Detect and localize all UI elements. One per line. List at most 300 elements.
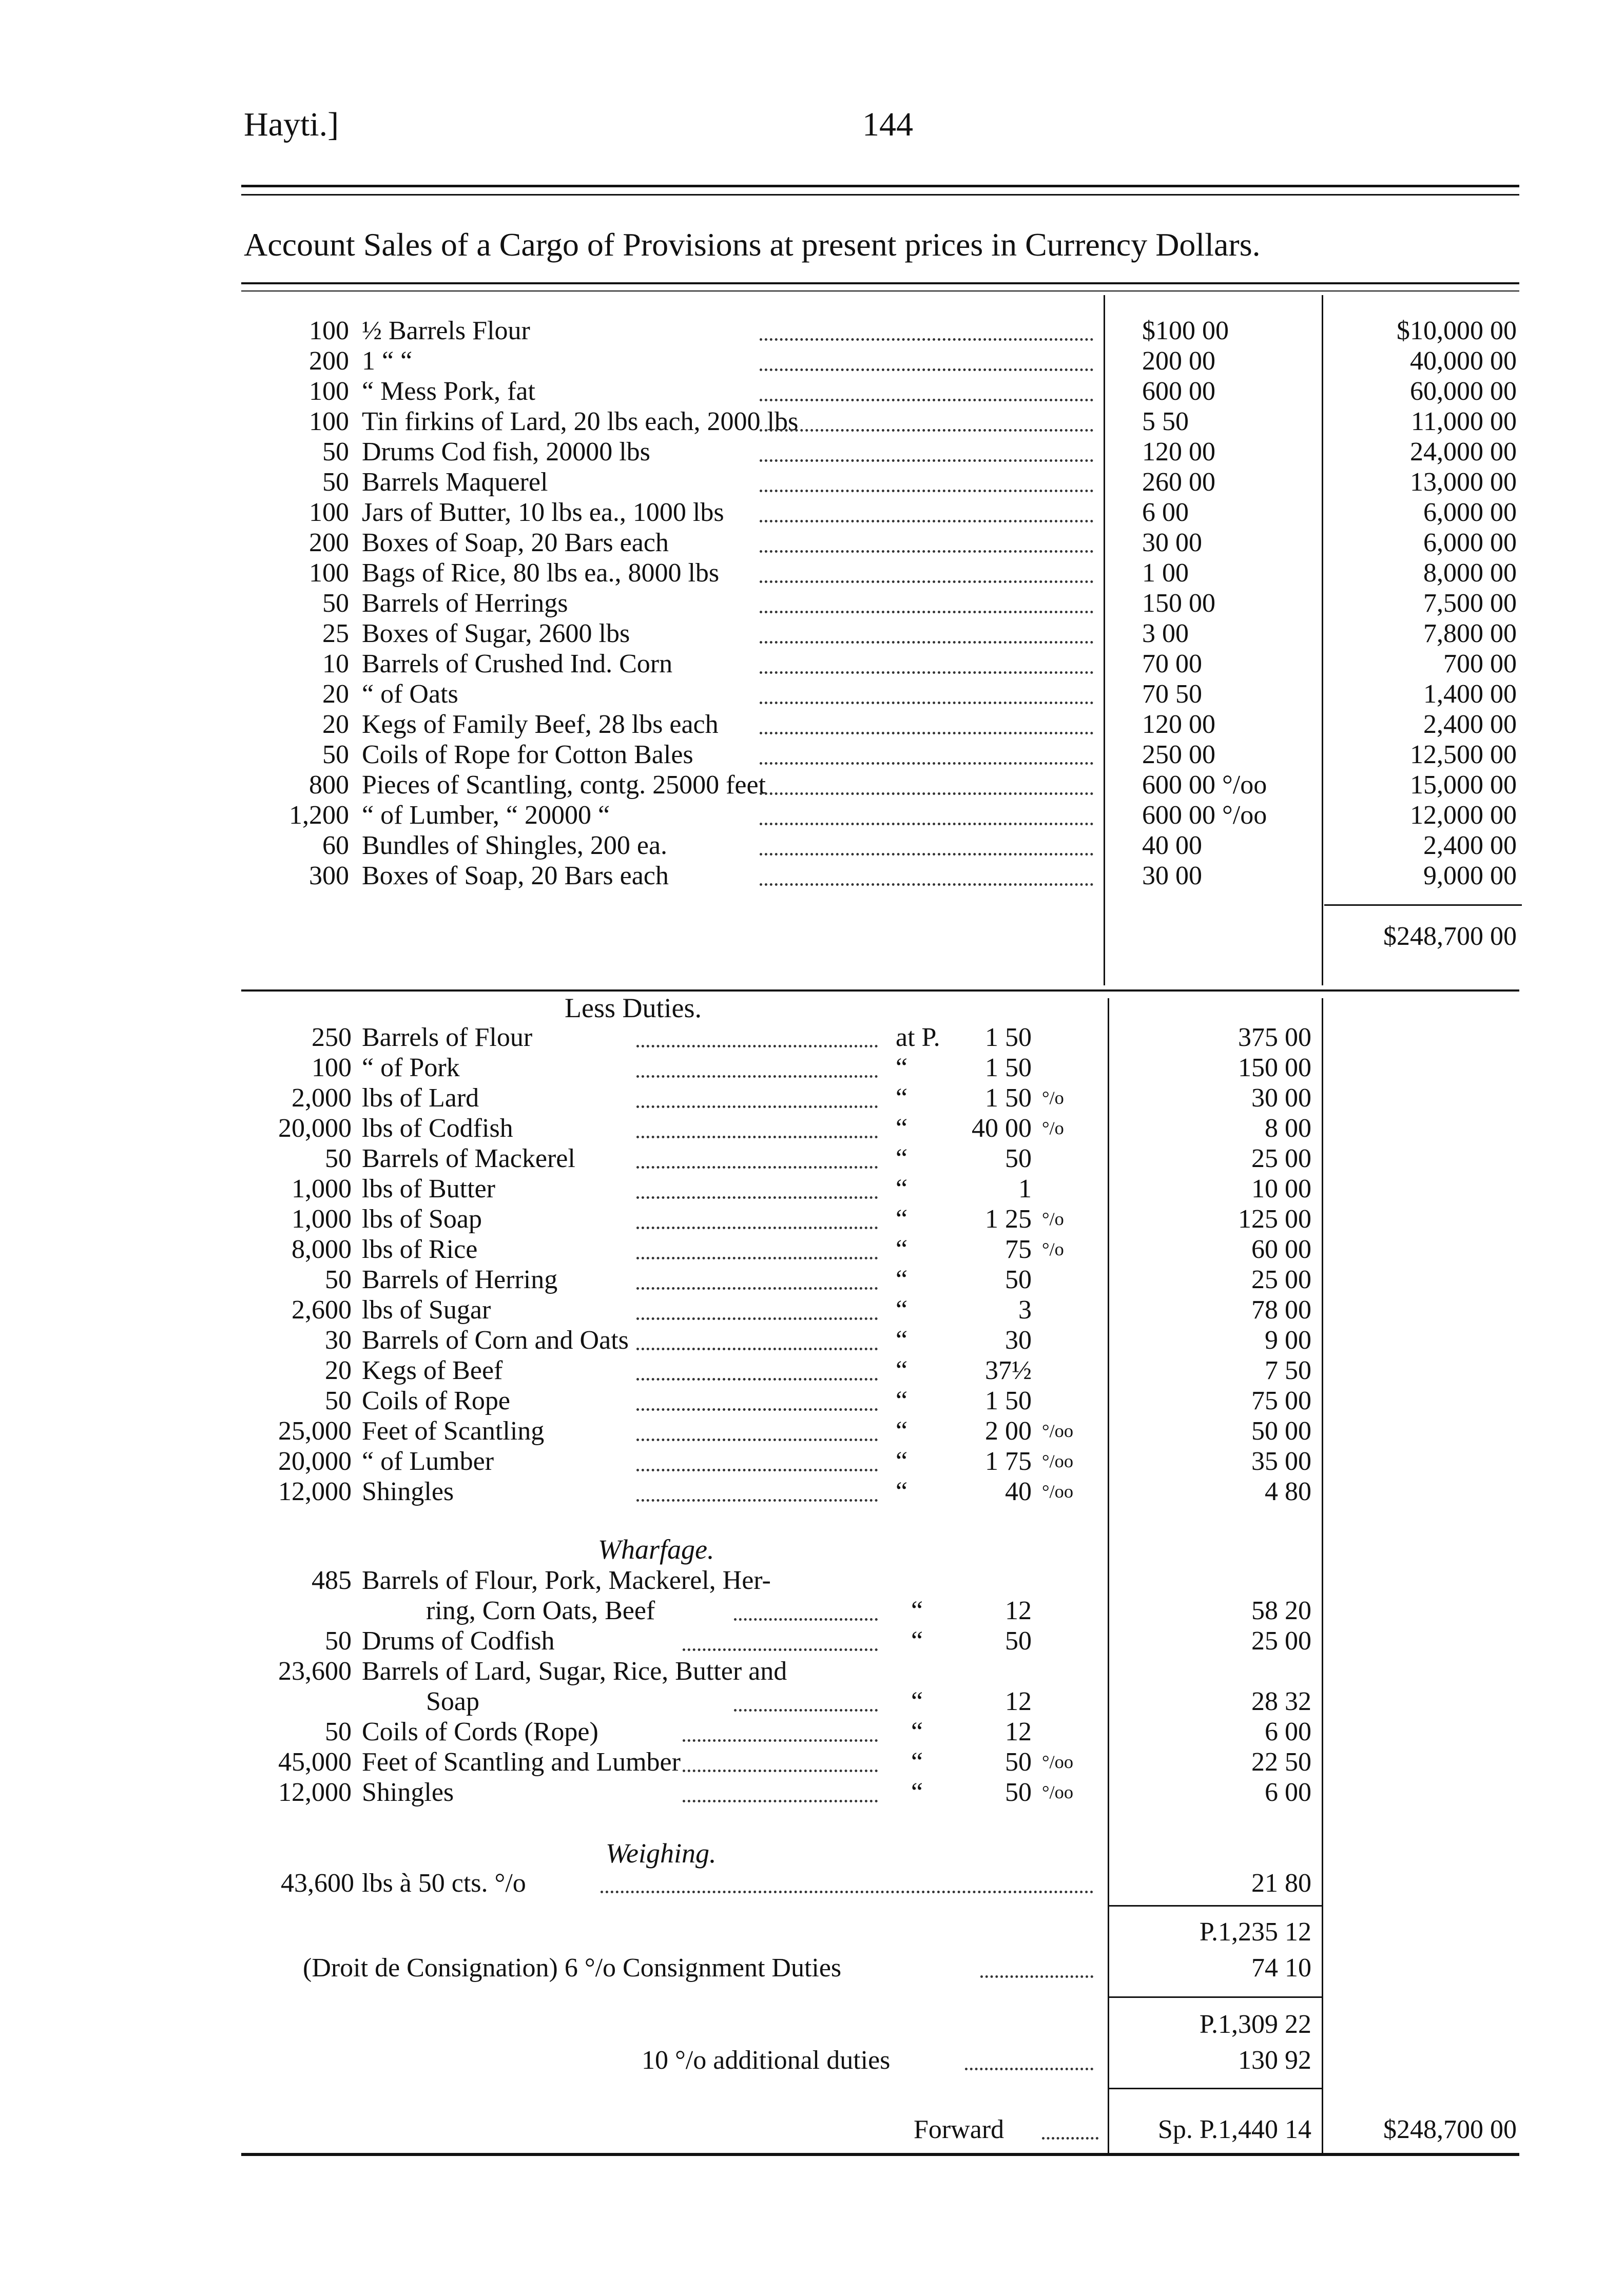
- sales-total-value: 700 00: [1443, 649, 1517, 678]
- duty-row: [0, 1355, 1624, 1386]
- forward-label: Forward: [914, 2115, 1004, 2144]
- leader-dots: [760, 611, 1093, 613]
- wharfage-rate: 50: [1005, 1778, 1032, 1807]
- duty-row: [0, 1234, 1624, 1265]
- sales-price: 40 00: [1142, 831, 1202, 860]
- duty-rate-prefix: “: [896, 1114, 908, 1143]
- duty-amount: 7 50: [1265, 1356, 1311, 1385]
- sales-row: [0, 467, 1624, 497]
- sales-price: 3 00: [1142, 619, 1189, 648]
- leader-dots: [636, 1196, 878, 1199]
- leader-dots: [760, 459, 1093, 462]
- title-rule-1: [241, 282, 1519, 284]
- duty-amount: 30 00: [1251, 1083, 1311, 1113]
- wharfage-row: [0, 1717, 1624, 1747]
- leader-dots: [760, 368, 1093, 371]
- sales-desc: Barrels of Crushed Ind. Corn: [362, 649, 673, 678]
- sales-row: [0, 588, 1624, 618]
- sales-desc: Boxes of Soap, 20 Bars each: [362, 861, 669, 890]
- duty-desc: lbs of Lard: [362, 1083, 479, 1113]
- duty-amount: 35 00: [1251, 1447, 1311, 1476]
- sales-qty: 100: [309, 316, 349, 345]
- sales-total-value: 40,000 00: [1410, 346, 1517, 376]
- duty-rate-prefix: “: [896, 1174, 908, 1203]
- sales-row: [0, 406, 1624, 437]
- duty-desc: lbs of Codfish: [362, 1114, 513, 1143]
- sales-row: [0, 861, 1624, 891]
- duty-qty: 12,000: [278, 1477, 352, 1506]
- duty-rate-prefix: “: [896, 1416, 908, 1446]
- duty-rate: 3: [1018, 1295, 1032, 1325]
- sales-price: 5 50: [1142, 407, 1189, 436]
- duty-pct: °/oo: [1042, 1421, 1074, 1441]
- duty-amount: 25 00: [1251, 1144, 1311, 1173]
- duty-row: [0, 1295, 1624, 1325]
- sales-qty: 100: [309, 377, 349, 406]
- duty-row: [0, 1174, 1624, 1204]
- wharfage-amount: 58 20: [1251, 1596, 1311, 1625]
- duty-desc: Coils of Rope: [362, 1386, 510, 1415]
- leader-dots: [734, 1709, 878, 1712]
- sales-price: 70 00: [1142, 649, 1202, 678]
- sales-desc: Tin firkins of Lard, 20 lbs each, 2000 lbs: [362, 407, 799, 436]
- duty-amount: 8 00: [1265, 1114, 1311, 1143]
- sales-row: [0, 830, 1624, 861]
- duty-rate-prefix: “: [896, 1356, 908, 1385]
- duty-qty: 250: [312, 1023, 352, 1052]
- duty-rate: 1 50: [985, 1053, 1032, 1082]
- leader-dots: [601, 1891, 1093, 1893]
- duty-amount: 25 00: [1251, 1265, 1311, 1294]
- wharfage-desc: Feet of Scantling and Lumber: [362, 1747, 681, 1777]
- sales-row: [0, 437, 1624, 467]
- leader-dots: [760, 823, 1093, 825]
- sales-total-value: 8,000 00: [1423, 558, 1517, 588]
- sales-price: 120 00: [1142, 437, 1215, 467]
- sales-row: [0, 316, 1624, 346]
- leader-dots: [636, 1317, 878, 1320]
- sales-row: [0, 800, 1624, 830]
- wharfage-rate: 50: [1005, 1626, 1032, 1656]
- sales-desc: Coils of Rope for Cotton Bales: [362, 740, 693, 769]
- sales-qty: 100: [309, 407, 349, 436]
- duty-qty: 30: [325, 1326, 352, 1355]
- additional-amount: 130 92: [1238, 2046, 1311, 2075]
- duty-desc: Barrels of Mackerel: [362, 1144, 575, 1173]
- duty-desc: Barrels of Corn and Oats: [362, 1326, 629, 1355]
- sales-desc: Barrels Maquerel: [362, 468, 548, 497]
- duty-rate: 1 50: [985, 1386, 1032, 1415]
- wharfage-amount: 28 32: [1251, 1687, 1311, 1716]
- forward-row: [0, 2114, 1624, 2145]
- duty-rate-prefix: “: [896, 1144, 908, 1173]
- duty-desc: lbs of Rice: [362, 1235, 478, 1264]
- sales-total-value: 1,400 00: [1423, 679, 1517, 709]
- leader-dots: [760, 550, 1093, 553]
- top-rule-1: [241, 185, 1519, 187]
- wharfage-rate-prefix: “: [911, 1596, 923, 1625]
- forward-amount: Sp. P.1,440 14: [1157, 2115, 1311, 2144]
- duty-pct: °/o: [1042, 1087, 1064, 1108]
- wharfage-desc-cont: ring, Corn Oats, Beef: [426, 1596, 655, 1625]
- subtotal1-rule: [1108, 1905, 1322, 1907]
- consignment-amount: 74 10: [1251, 1953, 1311, 1983]
- wharfage-qty: 12,000: [278, 1778, 352, 1807]
- duties-heading: [565, 992, 702, 1024]
- sales-price: 600 00 °/oo: [1142, 770, 1267, 800]
- sales-desc: Jars of Butter, 10 lbs ea., 1000 lbs: [362, 498, 724, 527]
- duty-amount: 75 00: [1251, 1386, 1311, 1415]
- sales-total-value: 6,000 00: [1423, 528, 1517, 557]
- duty-amount: 125 00: [1238, 1205, 1311, 1234]
- duty-row: [0, 1477, 1624, 1507]
- leader-dots: [1042, 2137, 1098, 2140]
- wharfage-desc: Shingles: [362, 1778, 454, 1807]
- duty-rate: 50: [1005, 1265, 1032, 1294]
- duty-amount: 375 00: [1238, 1023, 1311, 1052]
- leader-dots: [760, 671, 1093, 674]
- leader-dots: [636, 1499, 878, 1502]
- sales-total-value: $10,000 00: [1397, 316, 1517, 345]
- sales-row: [0, 740, 1624, 770]
- leader-dots: [760, 853, 1093, 856]
- wharfage-rate: 12: [1005, 1687, 1032, 1716]
- duty-desc: lbs of Butter: [362, 1174, 495, 1203]
- wharfage-desc: Drums of Codfish: [362, 1626, 555, 1656]
- weighing-qty: 43,600: [281, 1869, 354, 1898]
- duty-row: [0, 1053, 1624, 1083]
- running-head: Hayti.]: [244, 106, 339, 143]
- wharfage-rate-prefix: “: [911, 1717, 923, 1746]
- duty-row: [0, 1113, 1624, 1143]
- duty-rate: 50: [1005, 1144, 1032, 1173]
- wharfage-row: [0, 1656, 1624, 1686]
- sales-total-value: 2,400 00: [1423, 710, 1517, 739]
- duty-qty: 20,000: [278, 1447, 352, 1476]
- duty-pct: °/o: [1042, 1239, 1064, 1259]
- duty-row: [0, 1083, 1624, 1113]
- leader-dots: [760, 520, 1093, 522]
- duty-desc: Barrels of Flour: [362, 1023, 533, 1052]
- leader-dots: [683, 1648, 878, 1651]
- sales-row: [0, 497, 1624, 528]
- wharfage-desc-cont: Soap: [426, 1687, 479, 1716]
- sales-qty: 100: [309, 558, 349, 588]
- sales-qty: 50: [322, 468, 349, 497]
- duty-rate-prefix: “: [896, 1053, 908, 1082]
- leader-dots: [636, 1408, 878, 1411]
- page-title: Account Sales of a Cargo of Provisions at present prices in Currency Dollars.: [244, 226, 1261, 263]
- sales-qty: 1,200: [289, 801, 349, 830]
- leader-dots: [734, 1618, 878, 1621]
- additional-row: [0, 2045, 1624, 2075]
- sales-qty: 200: [309, 346, 349, 376]
- wharfage-rate-prefix: “: [911, 1778, 923, 1807]
- duty-qty: 8,000: [292, 1235, 352, 1264]
- duty-rate: 75: [1005, 1235, 1032, 1264]
- sales-total-value: 12,500 00: [1410, 740, 1517, 769]
- duty-rate: 1: [1018, 1174, 1032, 1203]
- wharfage-qty: 50: [325, 1626, 352, 1656]
- duty-qty: 50: [325, 1386, 352, 1415]
- wharfage-desc: Coils of Cords (Rope): [362, 1717, 598, 1746]
- duty-rate: 30: [1005, 1326, 1032, 1355]
- forward-total: $248,700 00: [1383, 2115, 1517, 2144]
- sales-total-value: 12,000 00: [1410, 801, 1517, 830]
- subtotal2: P.1,309 22: [1199, 2010, 1311, 2039]
- weighing-amount: 21 80: [1251, 1869, 1311, 1898]
- wharfage-qty: 50: [325, 1717, 352, 1746]
- sales-desc: “ of Oats: [362, 679, 458, 709]
- duty-rate-prefix: “: [896, 1205, 908, 1234]
- wharfage-rate: 12: [1005, 1596, 1032, 1625]
- duty-qty: 2,600: [292, 1295, 352, 1325]
- leader-dots: [636, 1348, 878, 1350]
- duty-qty: 25,000: [278, 1416, 352, 1446]
- duty-rate: 40 00: [972, 1114, 1032, 1143]
- duty-rate: 1 25: [985, 1205, 1032, 1234]
- sales-total: $248,700 00: [1383, 922, 1517, 951]
- wharfage-amount: 6 00: [1265, 1717, 1311, 1746]
- leader-dots: [760, 641, 1093, 644]
- leader-dots: [636, 1227, 878, 1229]
- sales-qty: 25: [322, 619, 349, 648]
- wharfage-desc: Barrels of Lard, Sugar, Rice, Butter and: [362, 1657, 787, 1686]
- top-rule-2: [241, 194, 1519, 196]
- sales-price: 1 00: [1142, 558, 1189, 588]
- sales-row: [0, 558, 1624, 588]
- wharfage-qty: 23,600: [278, 1657, 352, 1686]
- sales-row: [0, 770, 1624, 800]
- wharfage-pct: °/oo: [1042, 1752, 1074, 1772]
- duty-rate: 1 50: [985, 1023, 1032, 1052]
- sales-price: 150 00: [1142, 589, 1215, 618]
- duty-amount: 10 00: [1251, 1174, 1311, 1203]
- leader-dots: [636, 1045, 878, 1047]
- leader-dots: [636, 1439, 878, 1441]
- sales-desc: Boxes of Soap, 20 Bars each: [362, 528, 669, 557]
- sales-qty: 800: [309, 770, 349, 800]
- sales-desc: “ of Lumber, “ 20000 “: [362, 801, 610, 830]
- sales-row: [0, 649, 1624, 679]
- consignment-label: (Droit de Consignation) 6 °/o Consignment Duties: [303, 1953, 842, 1983]
- sales-qty: 50: [322, 437, 349, 467]
- leader-dots: [636, 1075, 878, 1078]
- wharfage-rate-prefix: “: [911, 1626, 923, 1656]
- wharfage-row: [0, 1747, 1624, 1777]
- leader-dots: [760, 580, 1093, 583]
- page-number: 144: [862, 106, 913, 143]
- bottom-rule: [241, 2153, 1519, 2156]
- duty-desc: lbs of Soap: [362, 1205, 482, 1234]
- sales-desc: Barrels of Herrings: [362, 589, 568, 618]
- wharfage-row-cont: [0, 1596, 1624, 1626]
- leader-dots: [636, 1378, 878, 1381]
- wharfage-row: [0, 1777, 1624, 1808]
- leader-dots: [760, 883, 1093, 886]
- duty-desc: “ of Lumber: [362, 1447, 494, 1476]
- sales-total-value: 60,000 00: [1410, 377, 1517, 406]
- sales-desc: Bundles of Shingles, 200 ea.: [362, 831, 668, 860]
- duty-row: [0, 1265, 1624, 1295]
- sales-desc: Kegs of Family Beef, 28 lbs each: [362, 710, 719, 739]
- duty-rate-prefix: “: [896, 1265, 908, 1294]
- duty-rate: 37½: [985, 1356, 1032, 1385]
- wharfage-rate-prefix: “: [911, 1747, 923, 1777]
- sales-desc: Drums Cod fish, 20000 lbs: [362, 437, 650, 467]
- duty-desc: Kegs of Beef: [362, 1356, 503, 1385]
- sales-desc: 1 “ “: [362, 346, 413, 376]
- sales-total-value: 2,400 00: [1423, 831, 1517, 860]
- weighing-heading: Weighing.: [606, 1838, 717, 1869]
- wharfage-rate-prefix: “: [911, 1687, 923, 1716]
- leader-dots: [636, 1166, 878, 1169]
- sales-price: 200 00: [1142, 346, 1215, 376]
- sales-row: [0, 376, 1624, 406]
- wharfage-qty: 485: [312, 1566, 352, 1595]
- wharfage-row: [0, 1565, 1624, 1596]
- sales-total-value: 9,000 00: [1423, 861, 1517, 890]
- sales-total-rule: [1324, 904, 1522, 906]
- sales-total-value: 24,000 00: [1410, 437, 1517, 467]
- sales-desc: “ Mess Pork, fat: [362, 377, 535, 406]
- sales-price: 70 50: [1142, 679, 1202, 709]
- leader-dots: [636, 1469, 878, 1471]
- duty-rate-prefix: “: [896, 1386, 908, 1415]
- leader-dots: [760, 399, 1093, 401]
- duty-desc: Barrels of Herring: [362, 1265, 558, 1294]
- duties-heading-text: Less Duties.: [565, 993, 702, 1023]
- duty-pct: °/o: [1042, 1118, 1064, 1138]
- sales-total-value: 11,000 00: [1410, 407, 1517, 436]
- sales-desc: ½ Barrels Flour: [362, 316, 530, 345]
- sales-qty: 200: [309, 528, 349, 557]
- forward-rule: [1108, 2088, 1322, 2089]
- leader-dots: [760, 490, 1093, 492]
- sales-desc: Boxes of Sugar, 2600 lbs: [362, 619, 630, 648]
- sales-qty: 50: [322, 740, 349, 769]
- duty-amount: 60 00: [1251, 1235, 1311, 1264]
- additional-label: 10 °/o additional duties: [642, 2046, 891, 2075]
- wharfage-qty: 45,000: [278, 1747, 352, 1777]
- leader-dots: [980, 1975, 1093, 1978]
- leader-dots: [636, 1105, 878, 1108]
- duty-amount: 9 00: [1265, 1326, 1311, 1355]
- leader-dots: [636, 1257, 878, 1259]
- sales-row: [0, 709, 1624, 740]
- wharfage-pct: °/oo: [1042, 1782, 1074, 1802]
- sales-price: 30 00: [1142, 528, 1202, 557]
- duty-pct: °/oo: [1042, 1481, 1074, 1502]
- duty-desc: “ of Pork: [362, 1053, 460, 1082]
- wharfage-amount: 6 00: [1265, 1778, 1311, 1807]
- leader-dots: [683, 1739, 878, 1742]
- sales-qty: 50: [322, 589, 349, 618]
- wharfage-rate: 12: [1005, 1717, 1032, 1746]
- duty-row: [0, 1416, 1624, 1446]
- weighing-desc: lbs à 50 cts. °/o: [362, 1869, 526, 1898]
- leader-dots: [760, 338, 1093, 341]
- wharfage-heading: Wharfage.: [598, 1534, 714, 1565]
- duty-qty: 20,000: [278, 1114, 352, 1143]
- wharfage-desc: Barrels of Flour, Pork, Mackerel, Her-: [362, 1566, 771, 1595]
- sales-price: 250 00: [1142, 740, 1215, 769]
- duty-pct: °/o: [1042, 1209, 1064, 1229]
- sales-desc: Pieces of Scantling, contg. 25000 feet: [362, 770, 766, 800]
- wharfage-row-cont: [0, 1686, 1624, 1717]
- duty-desc: Shingles: [362, 1477, 454, 1506]
- duty-rate-prefix: “: [896, 1295, 908, 1325]
- leader-dots: [965, 2068, 1093, 2070]
- section-rule: [241, 989, 1519, 992]
- consignment-row: [0, 1953, 1624, 1983]
- sales-total-value: 7,800 00: [1423, 619, 1517, 648]
- duty-rate: 40: [1005, 1477, 1032, 1506]
- sales-total-value: 15,000 00: [1410, 770, 1517, 800]
- sales-price: 30 00: [1142, 861, 1202, 890]
- duty-row: [0, 1446, 1624, 1477]
- sales-row: [0, 346, 1624, 376]
- sales-qty: 300: [309, 861, 349, 890]
- leader-dots: [636, 1287, 878, 1290]
- duty-qty: 50: [325, 1265, 352, 1294]
- duty-rate: 1 75: [985, 1447, 1032, 1476]
- sales-price: $100 00: [1142, 316, 1229, 345]
- wharfage-amount: 25 00: [1251, 1626, 1311, 1656]
- duty-rate: 2 00: [985, 1416, 1032, 1446]
- duty-rate-prefix: “: [896, 1477, 908, 1506]
- sales-price: 6 00: [1142, 498, 1189, 527]
- sales-qty: 10: [322, 649, 349, 678]
- duty-rate-prefix: “: [896, 1235, 908, 1264]
- sales-row: [0, 618, 1624, 649]
- duty-rate-prefix: “: [896, 1083, 908, 1113]
- sales-price: 260 00: [1142, 468, 1215, 497]
- leader-dots: [636, 1136, 878, 1138]
- wharfage-rate: 50: [1005, 1747, 1032, 1777]
- sales-desc: Bags of Rice, 80 lbs ea., 8000 lbs: [362, 558, 720, 588]
- sales-total-value: 13,000 00: [1410, 468, 1517, 497]
- duty-amount: 4 80: [1265, 1477, 1311, 1506]
- sales-price: 600 00 °/oo: [1142, 801, 1267, 830]
- duty-row: [0, 1022, 1624, 1053]
- duty-rate-prefix: “: [896, 1447, 908, 1476]
- leader-dots: [683, 1770, 878, 1772]
- duty-desc: lbs of Sugar: [362, 1295, 491, 1325]
- sales-qty: 20: [322, 679, 349, 709]
- weighing-row: [0, 1868, 1624, 1898]
- duty-amount: 150 00: [1238, 1053, 1311, 1082]
- duty-pct: °/oo: [1042, 1451, 1074, 1471]
- duty-amount: 78 00: [1251, 1295, 1311, 1325]
- leader-dots: [683, 1800, 878, 1802]
- leader-dots: [760, 429, 1093, 432]
- wharfage-row: [0, 1626, 1624, 1656]
- subtotal2-rule: [1108, 1996, 1322, 1998]
- sales-price: 120 00: [1142, 710, 1215, 739]
- sales-qty: 100: [309, 498, 349, 527]
- duty-qty: 1,000: [292, 1205, 352, 1234]
- subtotal1: P.1,235 12: [1199, 1917, 1311, 1947]
- sales-price: 600 00: [1142, 377, 1215, 406]
- duty-row: [0, 1143, 1624, 1174]
- sales-qty: 20: [322, 710, 349, 739]
- duty-qty: 20: [325, 1356, 352, 1385]
- duty-row: [0, 1204, 1624, 1234]
- sales-qty: 60: [322, 831, 349, 860]
- wharfage-amount: 22 50: [1251, 1747, 1311, 1777]
- duty-rate: 1 50: [985, 1083, 1032, 1113]
